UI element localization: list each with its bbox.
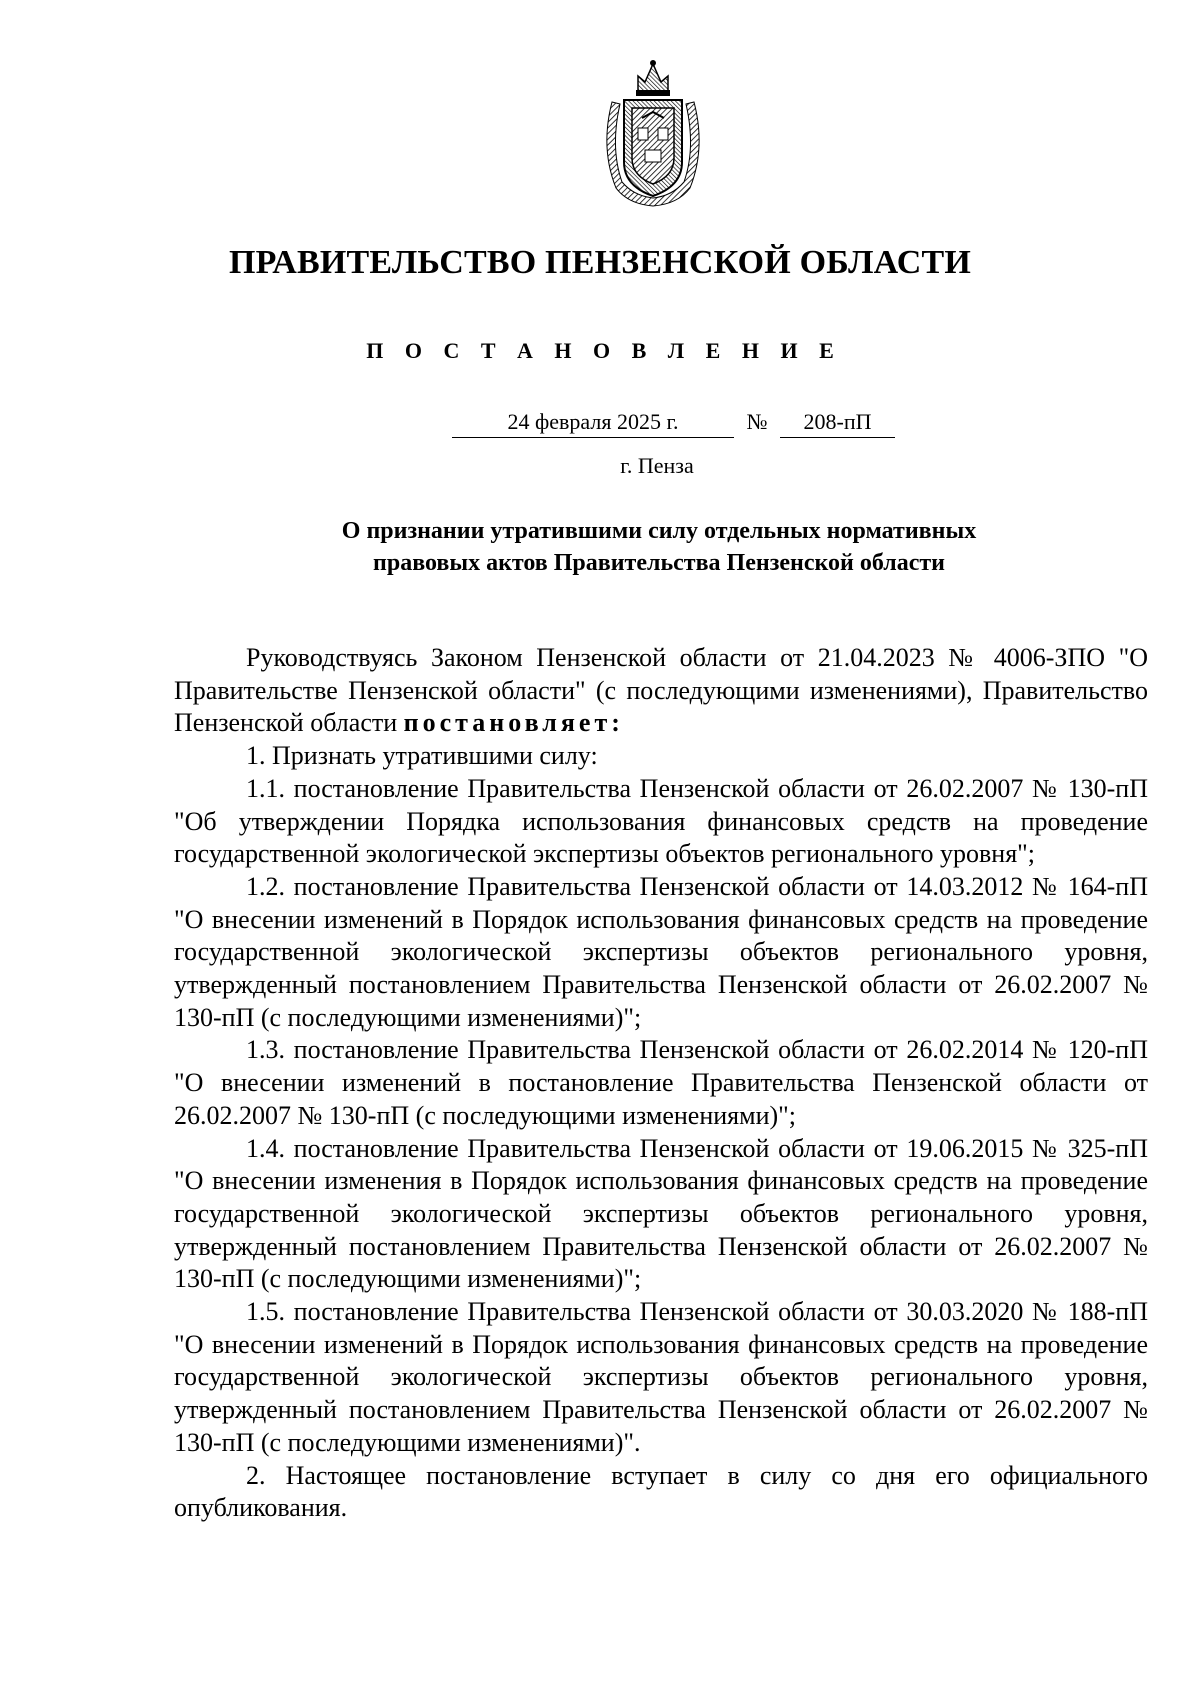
item-1-3: 1.3. постановление Правительства Пензенской области от 26.02.2014 № 120-пП "О внесении изменений в постановление Правительства Пензенской области от 26.02.2007 № 130-пП (с последующими изменениями)"; — [174, 1035, 1148, 1130]
item-1-2: 1.2. постановление Правительства Пензенской области от 14.03.2012 № 164-пП "О внесении изменений в Порядок использования финансовых средств на проведение государственной экологической экспертизы объектов регионального уровня, утвержденный постановлением Правительства Пензенской области от 26.02.2007 № 130-пП (с последующими изменениями)"; — [174, 871, 1148, 1032]
item-1-4: 1.4. постановление Правительства Пензенской области от 19.06.2015 № 325-пП "О внесении изменения в Порядок использования финансовых средств на проведение государственной экологической экспертизы объектов регионального уровня, утвержденный постановлением Правительства Пензенской области от 26.02.2007 № 130-пП (с последующими изменениями)"; — [174, 1133, 1148, 1294]
preamble-paragraph — [174, 642, 1148, 740]
heading-line-1: О признании утратившими силу отдельных нормативных — [341, 518, 977, 544]
heading-line-2: правовых актов Правительства Пензенской области — [373, 550, 945, 576]
document-heading — [174, 515, 1144, 579]
item-1-1: 1.1. постановление Правительства Пензенской области от 26.02.2007 № 130-пП "Об утверждении Порядка использования финансовых средств на проведение государственной экологической экспертизы объектов регионального уровня"; — [174, 773, 1148, 869]
document-city: г. Пенза — [620, 453, 694, 478]
document-number: 208-пП — [780, 409, 895, 438]
item-1-5: 1.5. постановление Правительства Пензенской области от 30.03.2020 № 188-пП "О внесении изменений в Порядок использования финансовых средств на проведение государственной экологической экспертизы объектов регионального уровня, утвержденный постановлением Правительства Пензенской области от 26.02.2007 № 130-пП (с последующими изменениями)". — [174, 1297, 1148, 1457]
resolves-word: постановляет: — [403, 708, 624, 738]
document-date: 24 февраля 2025 г. — [452, 409, 734, 438]
org-title: ПРАВИТЕЛЬСТВО ПЕНЗЕНСКОЙ ОБЛАСТИ — [228, 244, 971, 281]
item-1: 1. Признать утратившими силу: — [246, 741, 598, 771]
coat-of-arms-icon — [598, 58, 708, 208]
item-2: 2. Настоящее постановление вступает в силу со дня его официального опубликования. — [174, 1460, 1148, 1523]
preamble-text: Руководствуясь Законом Пензенской области от 21.04.2023 № 4006-ЗПО "О Правительстве Пензенской области" (с последующими изменениями), Правительство Пензенской области — [174, 643, 1148, 738]
document-type: П О С Т А Н О В Л Е Н И Е — [366, 338, 842, 363]
document-body — [174, 642, 1148, 1525]
number-sign: № — [746, 409, 768, 434]
